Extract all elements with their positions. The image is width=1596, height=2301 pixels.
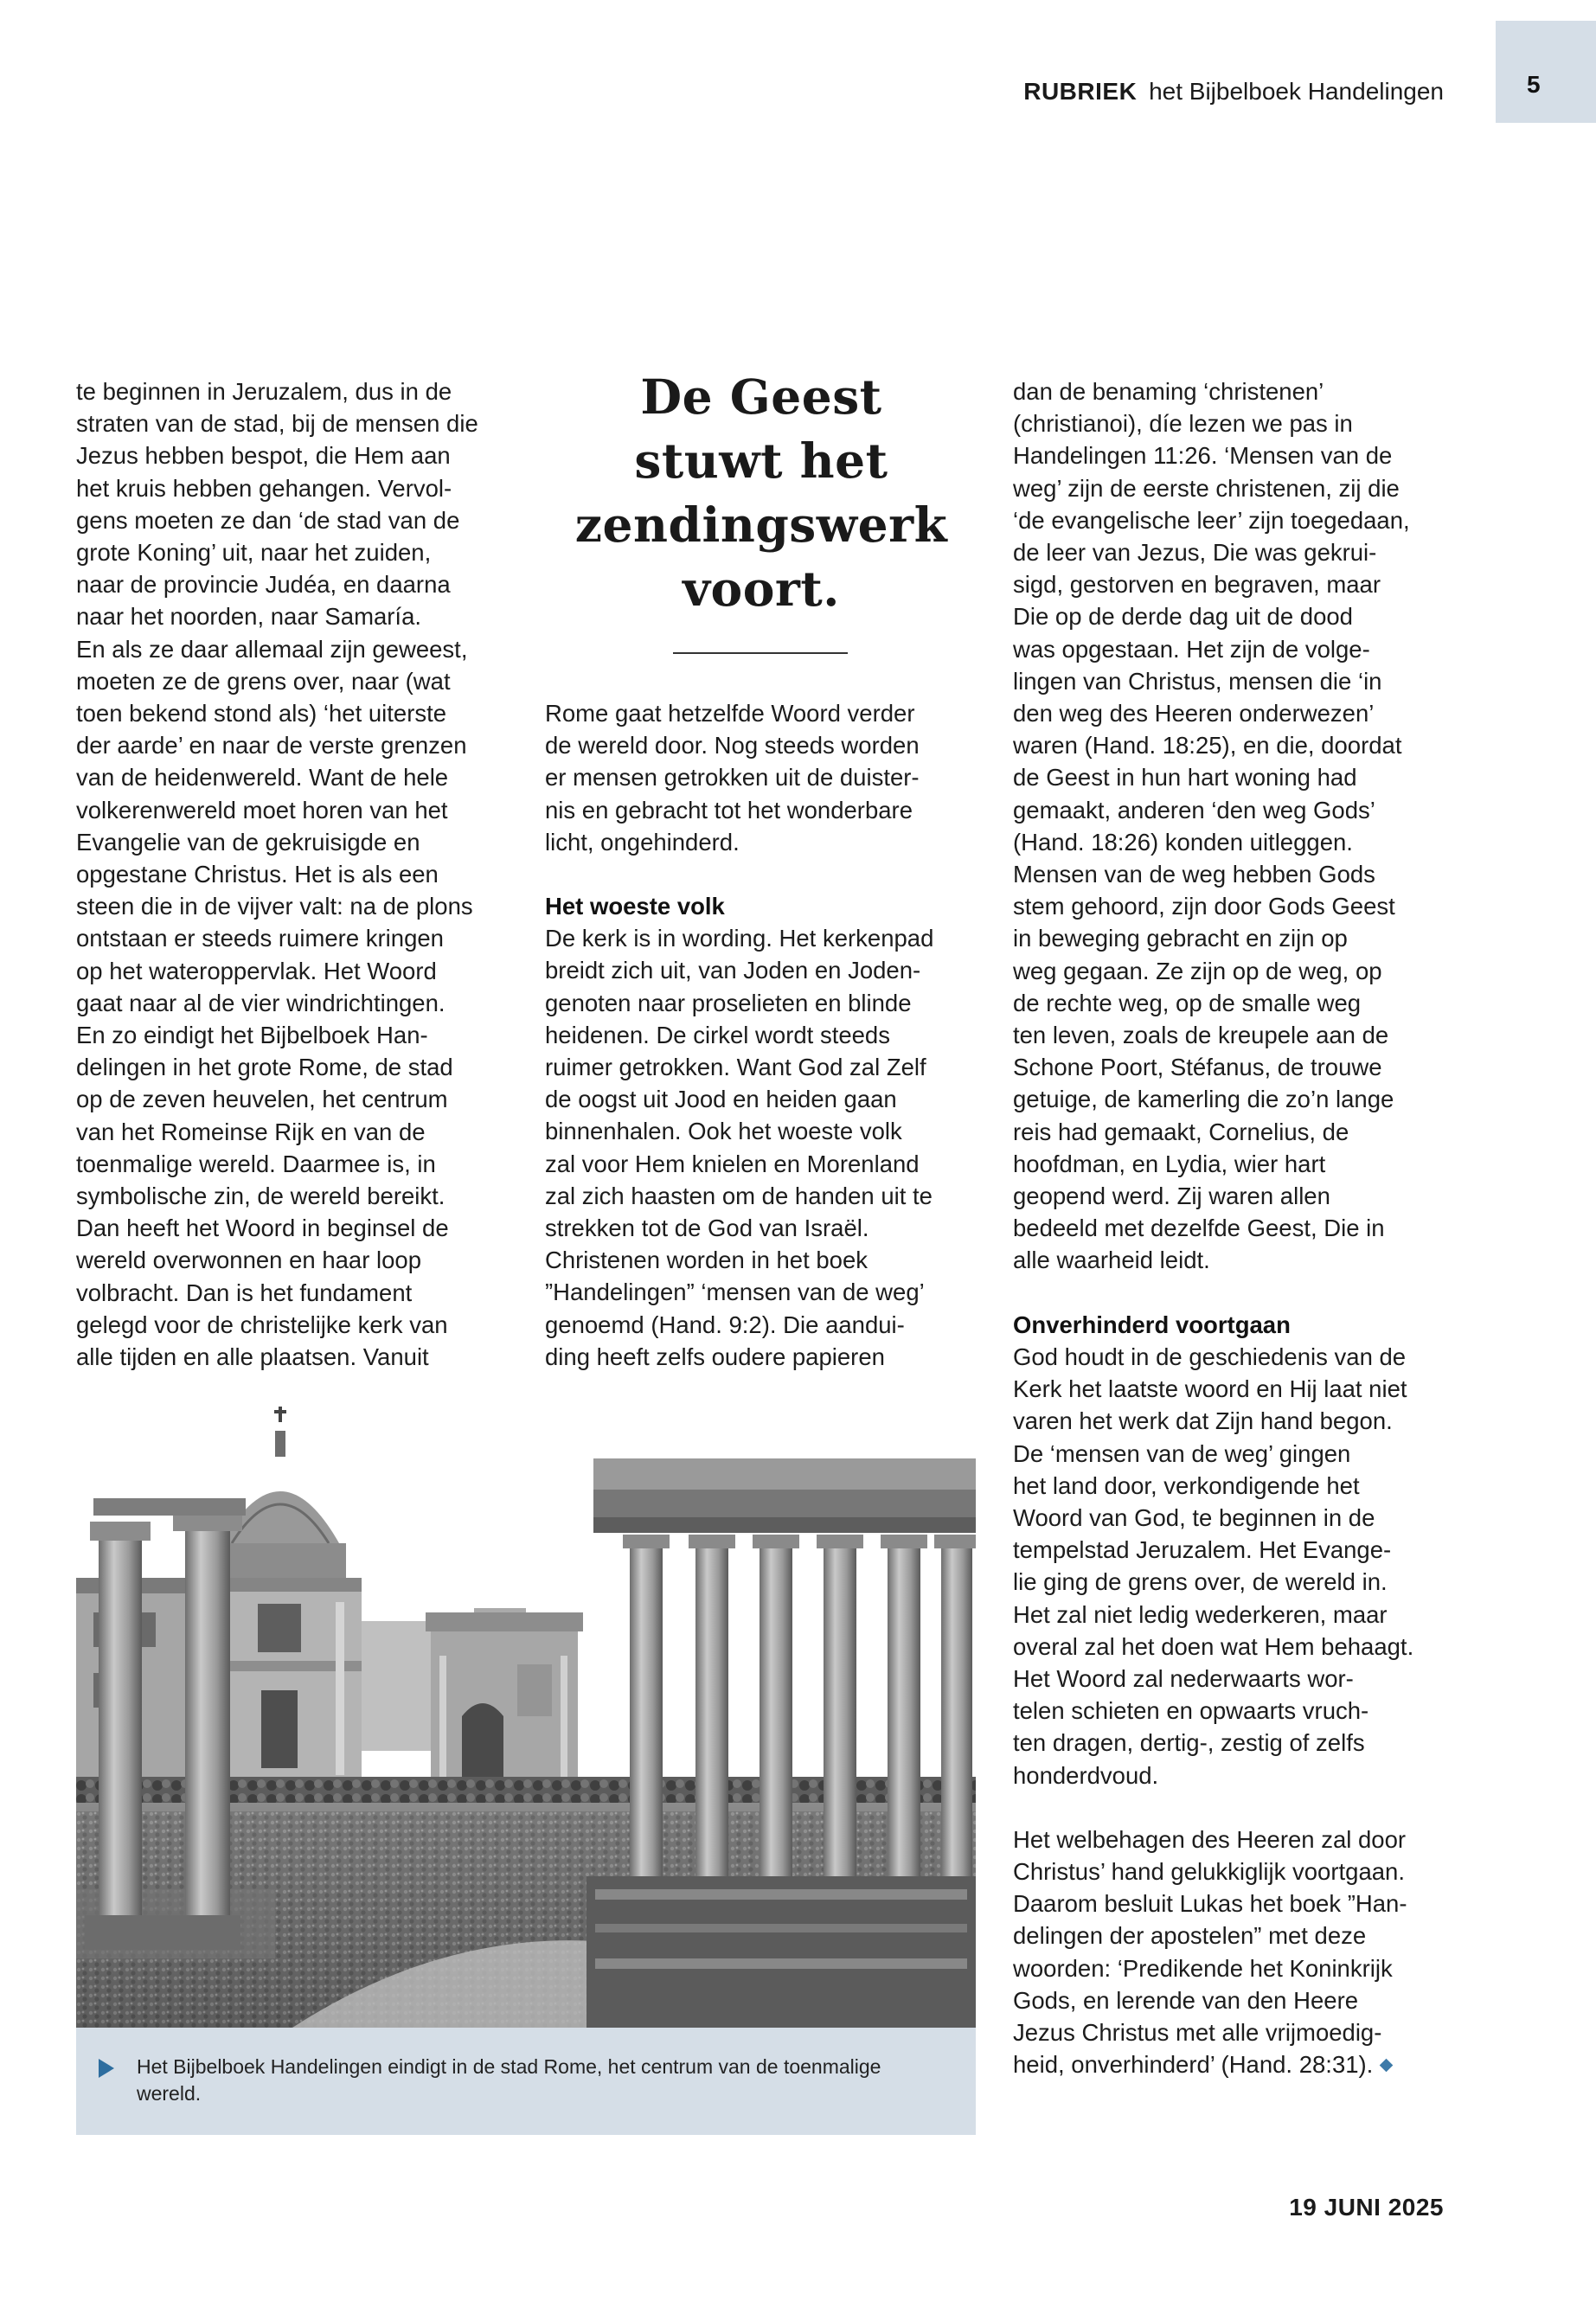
text-line: genoten naar proselieten en blinde (545, 989, 912, 1016)
text-line: ten dragen, dertig-, zestig of zelfs (1013, 1729, 1365, 1757)
text-line: En als ze daar allemaal zijn geweest, (76, 635, 468, 663)
roman-forum-photo (76, 1405, 976, 2028)
text-line: geopend werd. Zij waren allen (1013, 1183, 1330, 1210)
text-line: tempelstad Jeruzalem. Het Evange- (1013, 1536, 1392, 1564)
caption-text: Het Bijbelboek Handelingen eindigt in de stad Rome, het centrum van de toenmalige wereld. (137, 2055, 881, 2105)
text-line: de Geest in hun hart woning had (1013, 764, 1357, 792)
column-2-text (545, 922, 960, 1373)
text-line: binnenhalen. Ook het woeste volk (545, 1118, 902, 1145)
text-line: op het wateroppervlak. Het Woord (76, 957, 437, 984)
text-line: heidenen. De cirkel wordt steeds (545, 1021, 890, 1048)
text-line: varen het werk dat Zijn hand begon. (1013, 1407, 1393, 1435)
text-line: (Hand. 18:26) konden uitleggen. (1013, 828, 1353, 856)
text-line: alle tijden en alle plaatsen. Vanuit (76, 1343, 429, 1371)
text-line: Kerk het laatste woord en Hij laat niet (1013, 1375, 1407, 1403)
text-line: van de heidenwereld. Want de hele (76, 764, 449, 792)
text-line: symbolische zin, de wereld bereikt. (76, 1183, 445, 1210)
text-line: (christianoi), díe lezen we pas in (1013, 410, 1353, 438)
text-line: Daarom besluit Lukas het boek ”Han- (1013, 1890, 1407, 1918)
text-line: weg gegaan. Ze zijn op de weg, op (1013, 957, 1382, 984)
text-line: waren (Hand. 18:25), en die, doordat (1013, 732, 1402, 760)
subheading-onverhinderd: Onverhinderd voortgaan (1013, 1311, 1291, 1338)
text-line: Gods, en lerende van den Heere (1013, 1986, 1359, 2014)
text-line: toenmalige wereld. Daarmee is, in (76, 1150, 436, 1177)
text-line: overal zal het doen wat Hem behaagt. (1013, 1632, 1414, 1660)
text-line: heid, onverhinderd’ (Hand. 28:31). (1013, 2048, 1450, 2080)
text-line: Handelingen 11:26. ‘Mensen van de (1013, 442, 1393, 470)
text-line: bedeeld met dezelfde Geest, Die in (1013, 1215, 1385, 1242)
article-column-1 (76, 375, 526, 1373)
article-column-3 (1013, 375, 1450, 2080)
pull-quote-rule (673, 652, 848, 654)
issue-date: 19 JUNI 2025 (1289, 2194, 1444, 2221)
text-line: er mensen getrokken uit de duister- (545, 764, 920, 792)
text-line: honderdvoud. (1013, 1761, 1159, 1789)
text-line: de wereld door. Nog steeds worden (545, 732, 920, 760)
text-line: op de zeven heuvelen, het centrum (76, 1086, 448, 1113)
text-line: het land door, verkondigende het (1013, 1471, 1360, 1499)
text-line: Het Woord zal nederwaarts wor- (1013, 1664, 1354, 1692)
text-line: De kerk is in wording. Het kerkenpad (545, 925, 934, 952)
text-line: gemaakt, anderen ‘den weg Gods’ (1013, 796, 1375, 824)
subheading-woeste-volk: Het woeste volk (545, 893, 725, 920)
text-line: Jezus hebben bespot, die Hem aan (76, 442, 451, 470)
text-line: lingen van Christus, mensen die ‘in (1013, 667, 1382, 695)
text-line: ‘de evangelische leer’ zijn toegedaan, (1013, 506, 1410, 534)
end-diamond-icon (1380, 2059, 1394, 2073)
text-line: Die op de derde dag uit de dood (1013, 603, 1353, 631)
text-line: nis en gebracht tot het wonderbare (545, 796, 913, 824)
column-3-outro (1013, 1823, 1450, 2081)
text-line: delingen der apostelen” met deze (1013, 1922, 1367, 1950)
text-line: En zo eindigt het Bijbelboek Han- (76, 1022, 428, 1049)
text-line: naar de provincie Judéa, en daarna (76, 571, 451, 599)
text-line: stem gehoord, zijn door Gods Geest (1013, 893, 1395, 920)
text-line: delingen in het grote Rome, de stad (76, 1054, 453, 1081)
text-line: Schone Poort, Stéfanus, de trouwe (1013, 1054, 1382, 1081)
text-line: gaat naar al de vier windrichtingen. (76, 989, 445, 1016)
rubriek-label: RUBRIEK (1023, 78, 1138, 105)
text-line: Mensen van de weg hebben Gods (1013, 861, 1375, 888)
text-line: Christenen worden in het boek (545, 1247, 869, 1274)
text-line: de oogst uit Jood en heiden gaan (545, 1086, 897, 1113)
text-line: ruimer getrokken. Want God zal Zelf (545, 1054, 926, 1081)
text-line: sigd, gestorven en begraven, maar (1013, 571, 1381, 599)
text-line: te beginnen in Jeruzalem, dus in de (76, 378, 452, 405)
text-line: gelegd voor de christelijke kerk van (76, 1311, 448, 1338)
text-line: wereld overwonnen en haar loop (76, 1247, 422, 1274)
pull-quote (545, 365, 977, 621)
column-1-text (76, 375, 526, 1373)
text-line: Het zal niet ledig wederkeren, maar (1013, 1600, 1388, 1628)
text-line: Het welbehagen des Heeren zal door (1013, 1825, 1407, 1853)
text-line: gens moeten ze dan ‘de stad van de (76, 506, 460, 534)
text-line: Woord van God, te beginnen in de (1013, 1503, 1375, 1531)
page-number-tab (1496, 21, 1596, 123)
text-line: moeten ze de grens over, naar (wat (76, 667, 451, 695)
text-line: reis had gemaakt, Cornelius, de (1013, 1118, 1349, 1145)
text-line: ”Handelingen” ‘mensen van de weg’ (545, 1279, 925, 1306)
photo-caption (76, 2028, 976, 2135)
text-line: opgestane Christus. Het is als een (76, 861, 439, 888)
page-header (1023, 76, 1444, 107)
text-line: licht, ongehinderd. (545, 828, 740, 856)
text-line: Rome gaat hetzelfde Woord verder (545, 700, 915, 727)
text-line: volbracht. Dan is het fundament (76, 1279, 413, 1306)
column-2-intro (545, 697, 960, 858)
text-line: steen die in de vijver valt: na de plons (76, 893, 473, 920)
text-line: De Geest (640, 369, 882, 425)
text-line: der aarde’ en naar de verste grenzen (76, 732, 467, 760)
text-line: was opgestaan. Het zijn de volge- (1013, 635, 1370, 663)
text-line: Evangelie van de gekruisigde en (76, 828, 420, 856)
text-line: Dan heeft het Woord in beginsel de (76, 1215, 449, 1242)
text-line: hoofdman, en Lydia, wier hart (1013, 1150, 1326, 1177)
text-line: de rechte weg, op de smalle weg (1013, 989, 1362, 1016)
article-column-2 (545, 697, 960, 1373)
text-line: straten van de stad, bij de mensen die (76, 410, 478, 438)
text-line: getuige, de kamerling die zo’n lange (1013, 1086, 1394, 1113)
text-line: zendingswerk (574, 497, 948, 553)
text-line: van het Romeinse Rijk en van de (76, 1118, 426, 1145)
text-line: strekken tot de God van Israël. (545, 1215, 869, 1242)
text-line: zal zich haasten om de handen uit te (545, 1182, 933, 1209)
text-line: ontstaan er steeds ruimere kringen (76, 925, 444, 952)
text-line: God houdt in de geschiedenis van de (1013, 1343, 1407, 1370)
text-line: den weg des Heeren onderwezen’ (1013, 700, 1375, 727)
text-line: breidt zich uit, van Joden en Joden- (545, 957, 921, 984)
text-line: telen schieten en opwaarts vruch- (1013, 1697, 1369, 1725)
text-line: dan de benaming ‘christenen’ (1013, 378, 1324, 405)
text-line: de leer van Jezus, Die was gekrui- (1013, 539, 1377, 567)
text-line: grote Koning’ uit, naar het zuiden, (76, 539, 432, 567)
text-line: toen bekend stond als) ‘het uiterste (76, 700, 447, 727)
section-title: het Bijbelboek Handelingen (1149, 78, 1444, 105)
text-line: volkerenwereld moet horen van het (76, 796, 448, 824)
text-line: zal voor Hem knielen en Morenland (545, 1150, 920, 1177)
text-line: voort. (683, 561, 840, 617)
text-line: naar het noorden, naar Samaría. (76, 603, 422, 631)
text-line: stuwt het (634, 433, 888, 489)
text-line: woorden: ‘Predikende het Koninkrijk (1013, 1954, 1393, 1982)
text-line: weg’ zijn de eerste christenen, zij die (1013, 474, 1400, 502)
play-triangle-icon (99, 2059, 114, 2078)
column-3-text (1013, 1341, 1450, 1791)
text-line: Christus’ hand gelukkiglijk voortgaan. (1013, 1857, 1405, 1885)
text-line: alle waarheid leidt. (1013, 1247, 1210, 1274)
text-line: De ‘mensen van de weg’ gingen (1013, 1439, 1351, 1467)
column-3-intro (1013, 375, 1450, 1277)
text-line: het kruis hebben gehangen. Vervol- (76, 474, 452, 502)
page-number: 5 (1527, 71, 1541, 98)
text-line: genoemd (Hand. 9:2). Die aandui- (545, 1311, 905, 1338)
text-line: ten leven, zoals de kreupele aan de (1013, 1022, 1389, 1049)
text-line: in beweging gebracht en zijn op (1013, 925, 1348, 952)
text-line: Jezus Christus met alle vrijmoedig- (1013, 2018, 1382, 2046)
text-line: ding heeft zelfs oudere papieren (545, 1343, 885, 1370)
text-line: lie ging de grens over, de wereld in. (1013, 1568, 1388, 1596)
